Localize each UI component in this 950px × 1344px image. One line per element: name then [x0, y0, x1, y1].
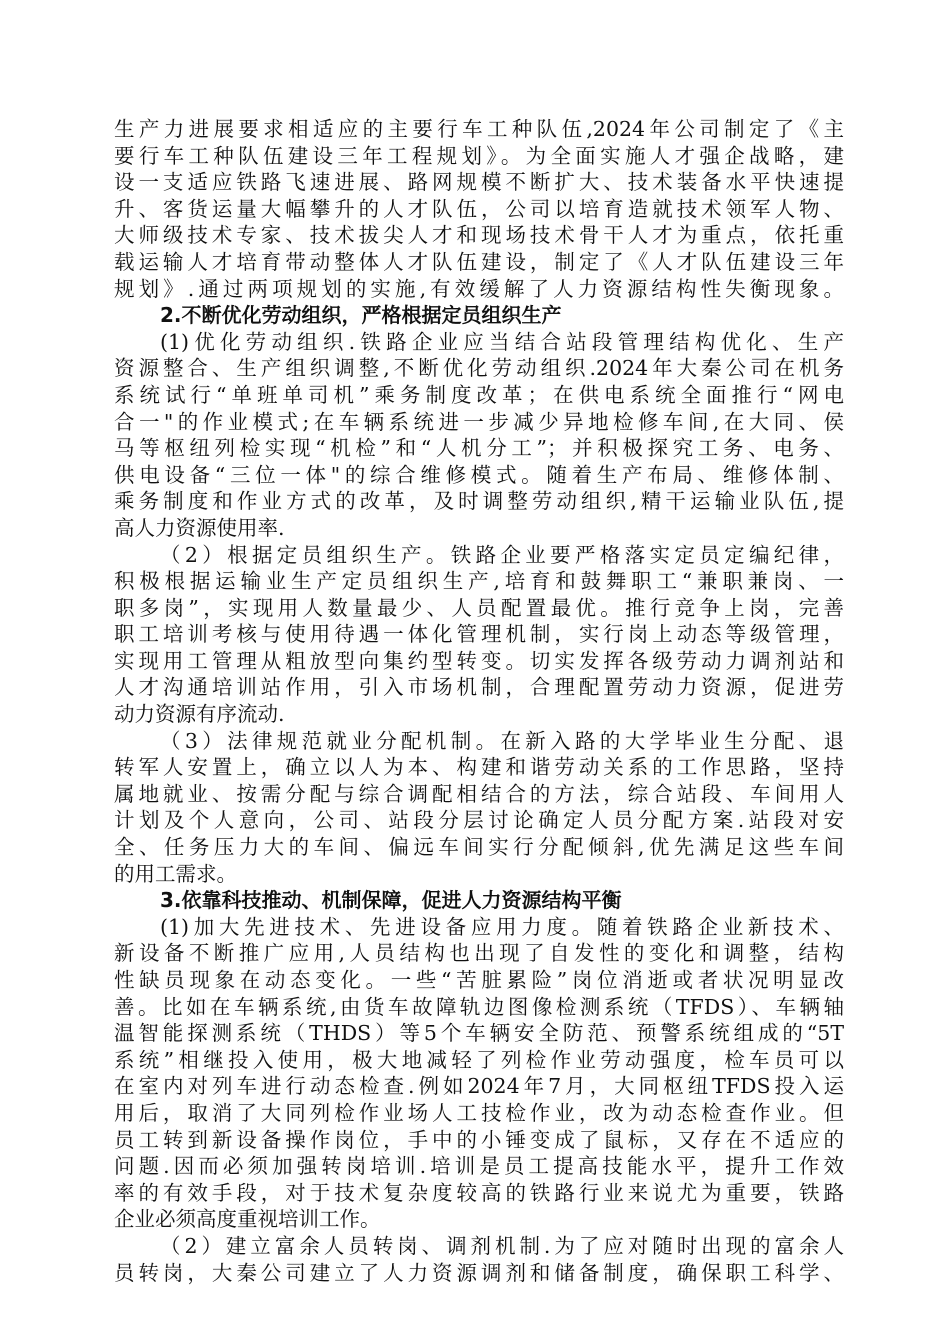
paragraph — [114, 116, 844, 302]
text-line: 企业必须高度重视培训工作。 — [114, 1207, 381, 1232]
text-line: 问题.因而必须加强转岗培训.培训是员工提高技能水平，提升工作效 — [114, 1154, 844, 1179]
text-line: 在室内对列车进行动态检查.例如2024年7月，大同枢纽TFDS投入运 — [114, 1074, 844, 1099]
text-line: 供电设备“三位一体"的综合维修模式。随着生产布局、维修体制、 — [114, 462, 844, 487]
text-line: 高人力资源使用率. — [114, 515, 285, 540]
text-line: 计划及个人意向，公司、站段分层讨论确定人员分配方案.站段对安 — [114, 808, 844, 833]
text-line: （2）建立富余人员转岗、调剂机制.为了应对随时出现的富余人 — [160, 1233, 844, 1258]
text-line: 载运输人才培育带动整体人才队伍建设，制定了《人才队伍建设三年 — [114, 249, 844, 274]
paragraph — [114, 542, 844, 728]
document-page — [114, 116, 844, 1286]
text-line: (1)加大先进技术、先进设备应用力度。随着铁路企业新技术、 — [160, 914, 844, 939]
text-line: (1)优化劳动组织.铁路企业应当结合站段管理结构优化、生产 — [160, 329, 844, 354]
text-line: 全、任务压力大的车间、偏远车间实行分配倾斜,优先满足这些车间 — [114, 835, 844, 860]
text-line: 温智能探测系统（THDS）等5个车辆安全防范、预警系统组成的“5T — [114, 1021, 844, 1046]
section-heading: 3.依靠科技推动、机制保障，促进人力资源结构平衡 — [160, 888, 622, 913]
text-line: 性缺员现象在动态变化。一些“苦脏累险”岗位消逝或者状况明显改 — [114, 968, 844, 992]
text-line: 资源整合、生产组织调整,不断优化劳动组织.2024年大秦公司在机务 — [114, 356, 844, 381]
text-line: 职多岗”，实现用人数量最少、人员配置最优。推行竞争上岗，完善 — [114, 595, 844, 620]
paragraph — [114, 914, 844, 1233]
text-line: 马等枢纽列检实现“机检”和“人机分工”；并积极探究工务、电务、 — [114, 436, 844, 461]
text-line: 系统”相继投入使用，极大地减轻了列检作业劳动强度，检车员可以 — [114, 1047, 844, 1072]
text-line: 设一支适应铁路飞速进展、路网规模不断扩大、技术装备水平快速提 — [114, 170, 844, 195]
paragraph — [114, 728, 844, 888]
text-line: 员转岗，大秦公司建立了人力资源调剂和储备制度，确保职工科学、 — [114, 1260, 844, 1285]
text-line: 大师级技术专家、技术拔尖人才和现场技术骨干人才为重点，依托重 — [114, 223, 844, 248]
text-line: 合一"的作业模式;在车辆系统进一步减少异地检修车间,在大同、侯 — [114, 409, 844, 434]
text-line: 用后，取消了大同列检作业场人工技检作业，改为动态检查作业。但 — [114, 1100, 844, 1125]
text-line: 升、客货运量大幅攀升的人才队伍，公司以培育造就技术领军人物、 — [114, 196, 844, 221]
text-line: 员工转到新设备操作岗位，手中的小锤变成了鼠标，又存在不适应的 — [114, 1127, 844, 1152]
text-line: 人才沟通培训站作用，引入市场机制，合理配置劳动力资源，促进劳 — [114, 675, 844, 700]
section-heading: 2.不断优化劳动组织，严格根据定员组织生产 — [160, 303, 562, 328]
paragraph — [114, 329, 844, 542]
text-line: 职工培训考核与使用待遇一体化管理机制，实行岗上动态等级管理， — [114, 622, 844, 647]
text-line: （3）法律规范就业分配机制。在新入路的大学毕业生分配、退 — [160, 728, 844, 753]
text-line: 规划》.通过两项规划的实施,有效缓解了人力资源结构性失衡现象。 — [114, 276, 844, 301]
text-line: 善。比如在车辆系统,由货车故障轨边图像检测系统（TFDS）、车辆轴 — [114, 994, 844, 1019]
text-line: 实现用工管理从粗放型向集约型转变。切实发挥各级劳动力调剂站和 — [114, 648, 844, 673]
text-line: 属地就业、按需分配与综合调配相结合的方法，综合站段、车间用人 — [114, 781, 844, 806]
text-line: 乘务制度和作业方式的改革，及时调整劳动组织,精干运输业队伍,提 — [114, 489, 844, 514]
text-line: 要行车工种队伍建设三年工程规划》。为全面实施人才强企战略，建 — [114, 143, 844, 168]
text-line: 转军人安置上，确立以人为本、构建和谐劳动关系的工作思路，坚持 — [114, 755, 844, 780]
text-line: 系统试行“单班单司机”乘务制度改革；在供电系统全面推行“网电 — [114, 382, 844, 407]
text-line: 率的有效手段，对于技术复杂度较高的铁路行业来说尤为重要，铁路 — [114, 1180, 844, 1205]
text-line: 积极根据运输业生产定员组织生产,培育和鼓舞职工“兼职兼岗、一 — [114, 569, 844, 594]
paragraph — [114, 1233, 844, 1286]
text-line: 的用工需求。 — [114, 861, 237, 886]
text-line: 生产力进展要求相适应的主要行车工种队伍,2024年公司制定了《主 — [114, 117, 844, 141]
text-line: （2）根据定员组织生产。铁路企业要严格落实定员定编纪律， — [160, 542, 844, 567]
text-line: 动力资源有序流动. — [114, 702, 285, 727]
text-line: 新设备不断推广应用,人员结构也出现了自发性的变化和调整，结构 — [114, 941, 844, 966]
